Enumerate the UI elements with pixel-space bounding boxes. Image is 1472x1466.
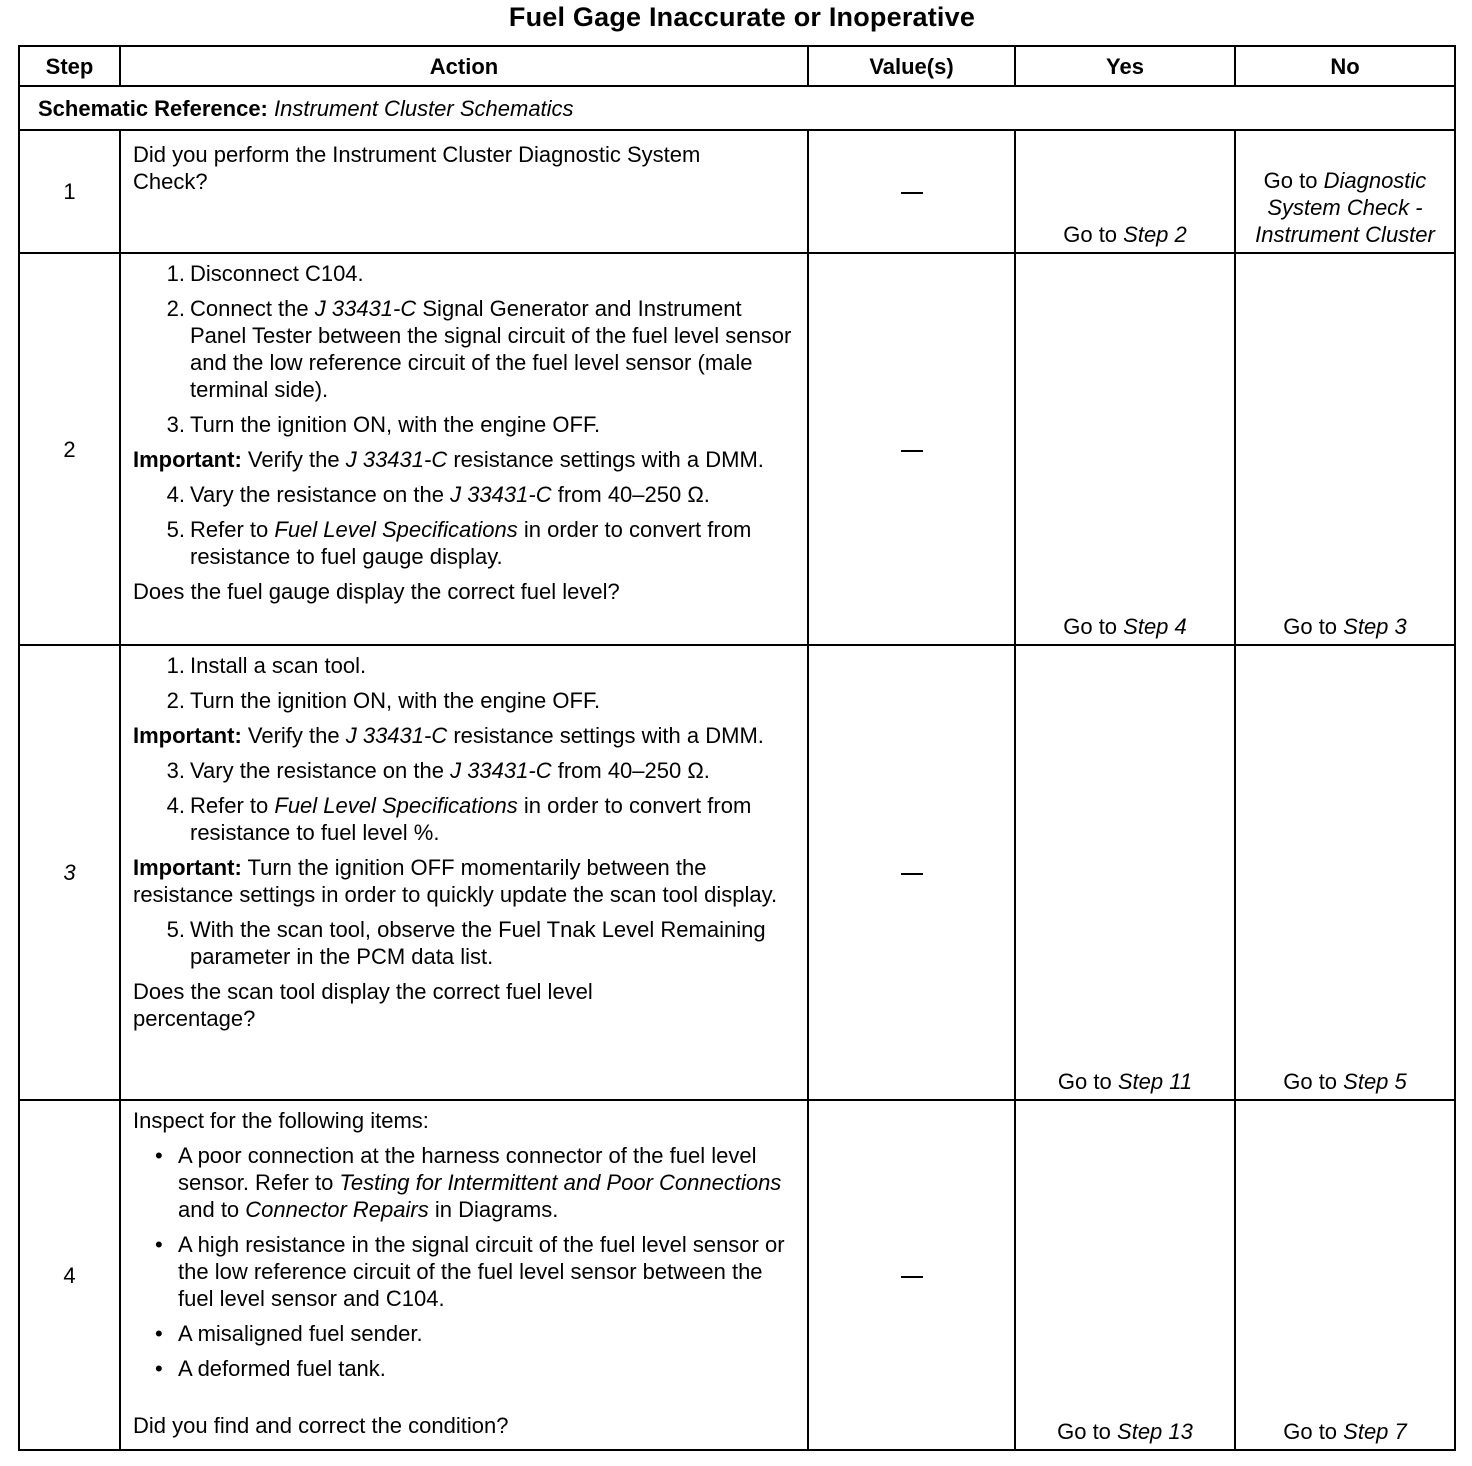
important-label: Important: [133, 723, 242, 748]
question-text: Did you perform the Instrument Cluster Diagnostic System Check? [133, 142, 701, 194]
page-title: Fuel Gage Inaccurate or Inoperative [508, 2, 976, 32]
important-note [133, 446, 801, 473]
no-prefix: Go to [1283, 1419, 1344, 1444]
item-number: 2. [166, 688, 185, 713]
yes-prefix: Go to [1057, 1069, 1118, 1094]
question-text: Does the fuel gauge display the correct fuel level? [133, 579, 620, 604]
action-cell [120, 253, 808, 645]
item-text: and to [178, 1197, 246, 1222]
value-cell [808, 1100, 1015, 1450]
instruction-list [133, 260, 801, 438]
value-cell [808, 130, 1015, 253]
step-number: 4 [19, 1100, 120, 1450]
item-text: A misaligned fuel sender. [178, 1321, 423, 1346]
yes-link[interactable]: Step 11 [1117, 1069, 1193, 1094]
item-text: in order to convert from resistance to fuel level %. [190, 793, 752, 845]
no-cell [1235, 1100, 1455, 1450]
list-item [133, 687, 801, 714]
header-values: Value(s) [808, 46, 1015, 86]
list-item [133, 481, 801, 508]
no-prefix: Go to [1263, 168, 1324, 193]
value-cell [808, 253, 1015, 645]
item-text: A high resistance in the signal circuit of the fuel level sensor or the low reference circuit of the fuel level sensor between the fuel level sensor and C104. [178, 1232, 785, 1311]
instruction-list [133, 916, 801, 970]
yes-prefix: Go to [1063, 222, 1124, 247]
list-item [133, 411, 801, 438]
yes-cell [1015, 253, 1235, 645]
instruction-list [133, 757, 801, 846]
step-number: 3 [19, 645, 120, 1100]
yes-link[interactable]: Step 2 [1123, 222, 1187, 247]
tool-name: J 33431-C [450, 482, 552, 507]
list-item [133, 757, 801, 784]
no-cell [1235, 253, 1455, 645]
item-text: in Diagrams. [428, 1197, 559, 1222]
list-item [133, 1231, 801, 1312]
value-cell [808, 645, 1015, 1100]
item-text: from 40–250 Ω. [551, 482, 710, 507]
tool-name: J 33431-C [450, 758, 552, 783]
item-number: 4. [166, 482, 185, 507]
important-note [133, 854, 801, 908]
item-number: 4. [166, 793, 185, 818]
item-text: A deformed fuel tank. [178, 1356, 386, 1381]
yes-link[interactable]: Step 4 [1123, 614, 1187, 639]
no-cell [1235, 130, 1455, 253]
reference-link[interactable]: Testing for Intermittent and Poor Connections [339, 1170, 782, 1195]
question-text: Does the scan tool display the correct fuel level percentage? [133, 979, 593, 1031]
reference-link[interactable]: Connector Repairs [245, 1197, 429, 1222]
note-text: resistance settings with a DMM. [447, 723, 764, 748]
no-link[interactable]: Step 7 [1343, 1419, 1407, 1444]
item-text: Turn the ignition ON, with the engine OFF. [190, 688, 601, 713]
item-number: 1. [166, 261, 185, 286]
table-row [19, 645, 1455, 1100]
item-text: Install a scan tool. [190, 653, 367, 678]
diagnostic-table [18, 45, 1456, 1451]
tool-name: J 33431-C [314, 296, 417, 321]
item-text: Turn the ignition ON, with the engine OFF. [190, 412, 601, 437]
list-item [133, 260, 801, 287]
note-text: Verify the [241, 447, 346, 472]
tool-name: J 33431-C [345, 723, 448, 748]
dash-mark [901, 1276, 923, 1278]
item-text: Signal Generator and Instrument Panel Tester between the signal circuit of the fuel level sensor and the low reference circuit of the fuel level sensor (male terminal side). [190, 296, 792, 402]
yes-prefix: Go to [1057, 1419, 1118, 1444]
schematic-link[interactable]: Instrument Cluster Schematics [274, 95, 574, 121]
reference-link[interactable]: Fuel Level Specifications [274, 517, 518, 542]
item-text: Disconnect C104. [190, 261, 364, 286]
list-item [133, 1320, 801, 1347]
item-number: 1. [166, 653, 185, 678]
step-number: 2 [19, 253, 120, 645]
list-item [133, 792, 801, 846]
dash-mark [901, 192, 923, 194]
intro-text: Inspect for the following items: [133, 1108, 429, 1133]
action-cell [120, 130, 808, 253]
important-label: Important: [133, 855, 242, 880]
list-item [133, 516, 801, 570]
item-text: Vary the resistance on the [190, 758, 451, 783]
schematic-reference [19, 86, 1455, 130]
list-item [133, 1142, 801, 1223]
schematic-row [19, 86, 1455, 130]
item-text: in order to convert from resistance to fuel gauge display. [190, 517, 752, 569]
table-row [19, 1100, 1455, 1450]
no-link[interactable]: Step 5 [1343, 1069, 1407, 1094]
instruction-list [133, 481, 801, 570]
question-text: Did you find and correct the condition? [133, 1413, 509, 1438]
important-label: Important: [133, 447, 242, 472]
step-number: 1 [19, 130, 120, 253]
important-note [133, 722, 801, 749]
table-row [19, 130, 1455, 253]
action-cell [120, 1100, 808, 1450]
no-prefix: Go to [1283, 614, 1344, 639]
no-prefix: Go to [1283, 1069, 1344, 1094]
instruction-list [133, 652, 801, 714]
header-row [19, 46, 1455, 86]
list-item [133, 916, 801, 970]
dash-mark [901, 873, 923, 875]
list-item [133, 652, 801, 679]
note-text: Turn the ignition OFF momentarily between the resistance settings in order to quickly update the scan tool display. [133, 855, 778, 907]
yes-prefix: Go to [1063, 614, 1124, 639]
no-link[interactable]: Diagnostic System Check - Instrument Cluster [1255, 168, 1435, 247]
no-cell [1235, 645, 1455, 1100]
item-number: 5. [166, 917, 185, 942]
item-number: 5. [166, 517, 185, 542]
item-text: Refer to [190, 517, 275, 542]
item-text: Vary the resistance on the [190, 482, 451, 507]
header-action: Action [120, 46, 808, 86]
header-no: No [1235, 46, 1455, 86]
dash-mark [901, 450, 923, 452]
tool-name: J 33431-C [345, 447, 448, 472]
header-yes: Yes [1015, 46, 1235, 86]
list-item [133, 1355, 801, 1382]
list-item [133, 295, 801, 403]
table-row [19, 253, 1455, 645]
item-text: Connect the [190, 296, 315, 321]
yes-cell [1015, 645, 1235, 1100]
item-number: 3. [166, 758, 185, 783]
no-link[interactable]: Step 3 [1343, 614, 1407, 639]
item-text: With the scan tool, observe the Fuel Tnak Level Remaining parameter in the PCM data list. [190, 917, 766, 969]
item-text: A poor connection at the harness connector of the fuel level sensor. Refer to [178, 1143, 757, 1195]
header-step: Step [19, 46, 120, 86]
note-text: resistance settings with a DMM. [447, 447, 764, 472]
yes-cell [1015, 130, 1235, 253]
yes-cell [1015, 1100, 1235, 1450]
item-text: from 40–250 Ω. [551, 758, 710, 783]
yes-link[interactable]: Step 13 [1117, 1419, 1193, 1444]
item-number: 3. [166, 412, 185, 437]
reference-link[interactable]: Fuel Level Specifications [274, 793, 518, 818]
inspection-list [133, 1142, 801, 1382]
schematic-label: Schematic Reference: [38, 95, 268, 121]
note-text: Verify the [241, 723, 346, 748]
item-number: 2. [166, 296, 185, 321]
item-text: Refer to [190, 793, 275, 818]
action-cell [120, 645, 808, 1100]
